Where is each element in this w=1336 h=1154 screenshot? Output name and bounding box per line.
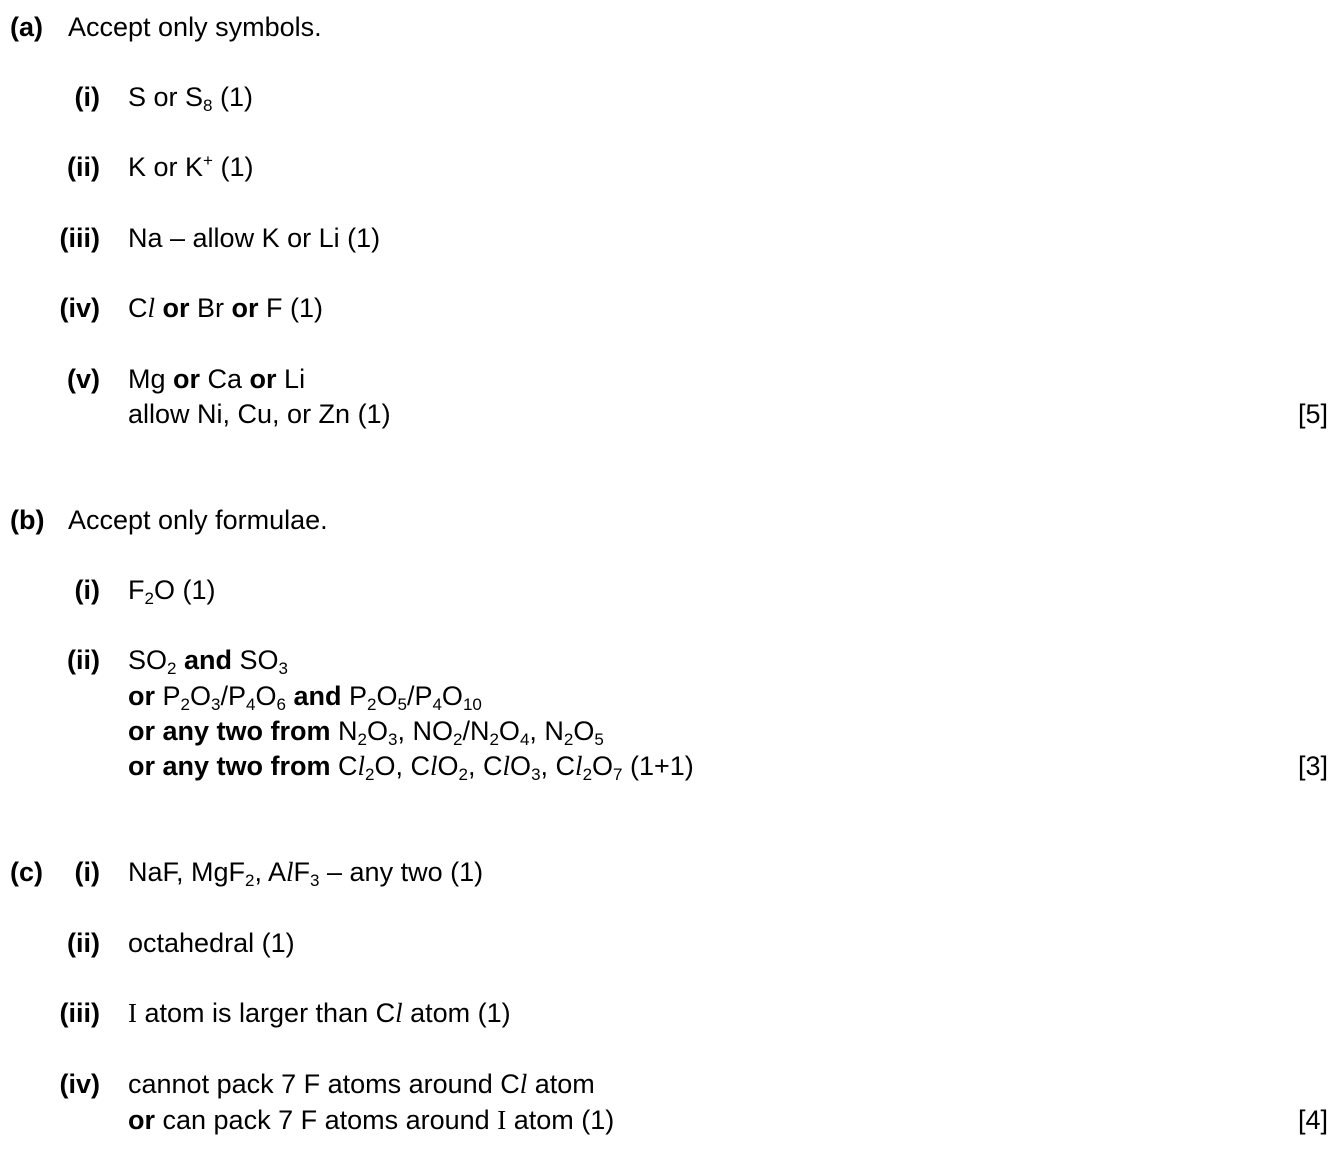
part-b-intro: Accept only formulae. <box>68 505 328 535</box>
a-iii-answer: Na – allow K or Li (1) <box>128 223 381 253</box>
b-ii-answer-line2: or $P_2O_3/P_4O_6$ and $P_2O_5/P_4O_{10}$ <box>128 681 482 714</box>
part-c-mark: [4] <box>1297 1105 1328 1135</box>
c-ii-answer: octahedral (1) <box>128 928 295 958</box>
b-i-number: (i) <box>74 575 100 605</box>
a-v-number: (v) <box>67 364 100 394</box>
part-b-mark: [3] <box>1297 751 1328 781</box>
a-iv-answer: Cl or Br or F (1) <box>128 293 324 323</box>
a-iv-number: (iv) <box>59 293 100 323</box>
b-ii-answer-line1: $SO_2$ and $SO_3$ <box>128 645 288 678</box>
b-i-answer: $F_2O$ (1) <box>128 575 216 608</box>
c-iv-number: (iv) <box>59 1069 100 1099</box>
a-ii-number: (ii) <box>67 152 100 182</box>
a-i-number: (i) <box>74 82 100 112</box>
a-v-answer-line1: Mg or Ca or Li <box>128 364 306 394</box>
b-ii-answer-line3: or any two from $N_2O_3$, $NO_2/N_2O_4$, $N_2O_5$ <box>128 716 604 749</box>
a-v-answer-line2: allow Ni, Cu, or Zn (1) <box>128 399 391 429</box>
c-i-number: (i) <box>74 857 100 887</box>
c-iv-answer-line1: cannot pack 7 F atoms around Cl atom <box>128 1069 595 1099</box>
a-ii-answer: K or K+ (1) <box>128 151 254 182</box>
b-ii-answer-line4: or any two from $Cl_2O$, ClO$_2$, ClO$_3$, $Cl_2O_7$ (1+1) <box>128 751 694 784</box>
part-a-intro: Accept only symbols. <box>68 12 322 42</box>
part-c-label: (c) <box>10 857 43 887</box>
a-i-answer: S or $S_8$ (1) <box>128 82 253 115</box>
c-iii-answer: I atom is larger than Cl atom (1) <box>128 998 511 1028</box>
c-iv-answer-line2: or can pack 7 F atoms around I atom (1) <box>128 1105 615 1135</box>
c-iii-number: (iii) <box>59 998 100 1028</box>
c-ii-number: (ii) <box>67 928 100 958</box>
part-a-mark: [5] <box>1297 399 1328 429</box>
b-ii-number: (ii) <box>67 645 100 675</box>
a-iii-number: (iii) <box>59 223 100 253</box>
part-b-label: (b) <box>10 505 45 535</box>
c-i-answer: NaF, MgF$_2$, AlF$_3$ – any two (1) <box>128 857 484 890</box>
part-a-label: (a) <box>10 12 43 42</box>
